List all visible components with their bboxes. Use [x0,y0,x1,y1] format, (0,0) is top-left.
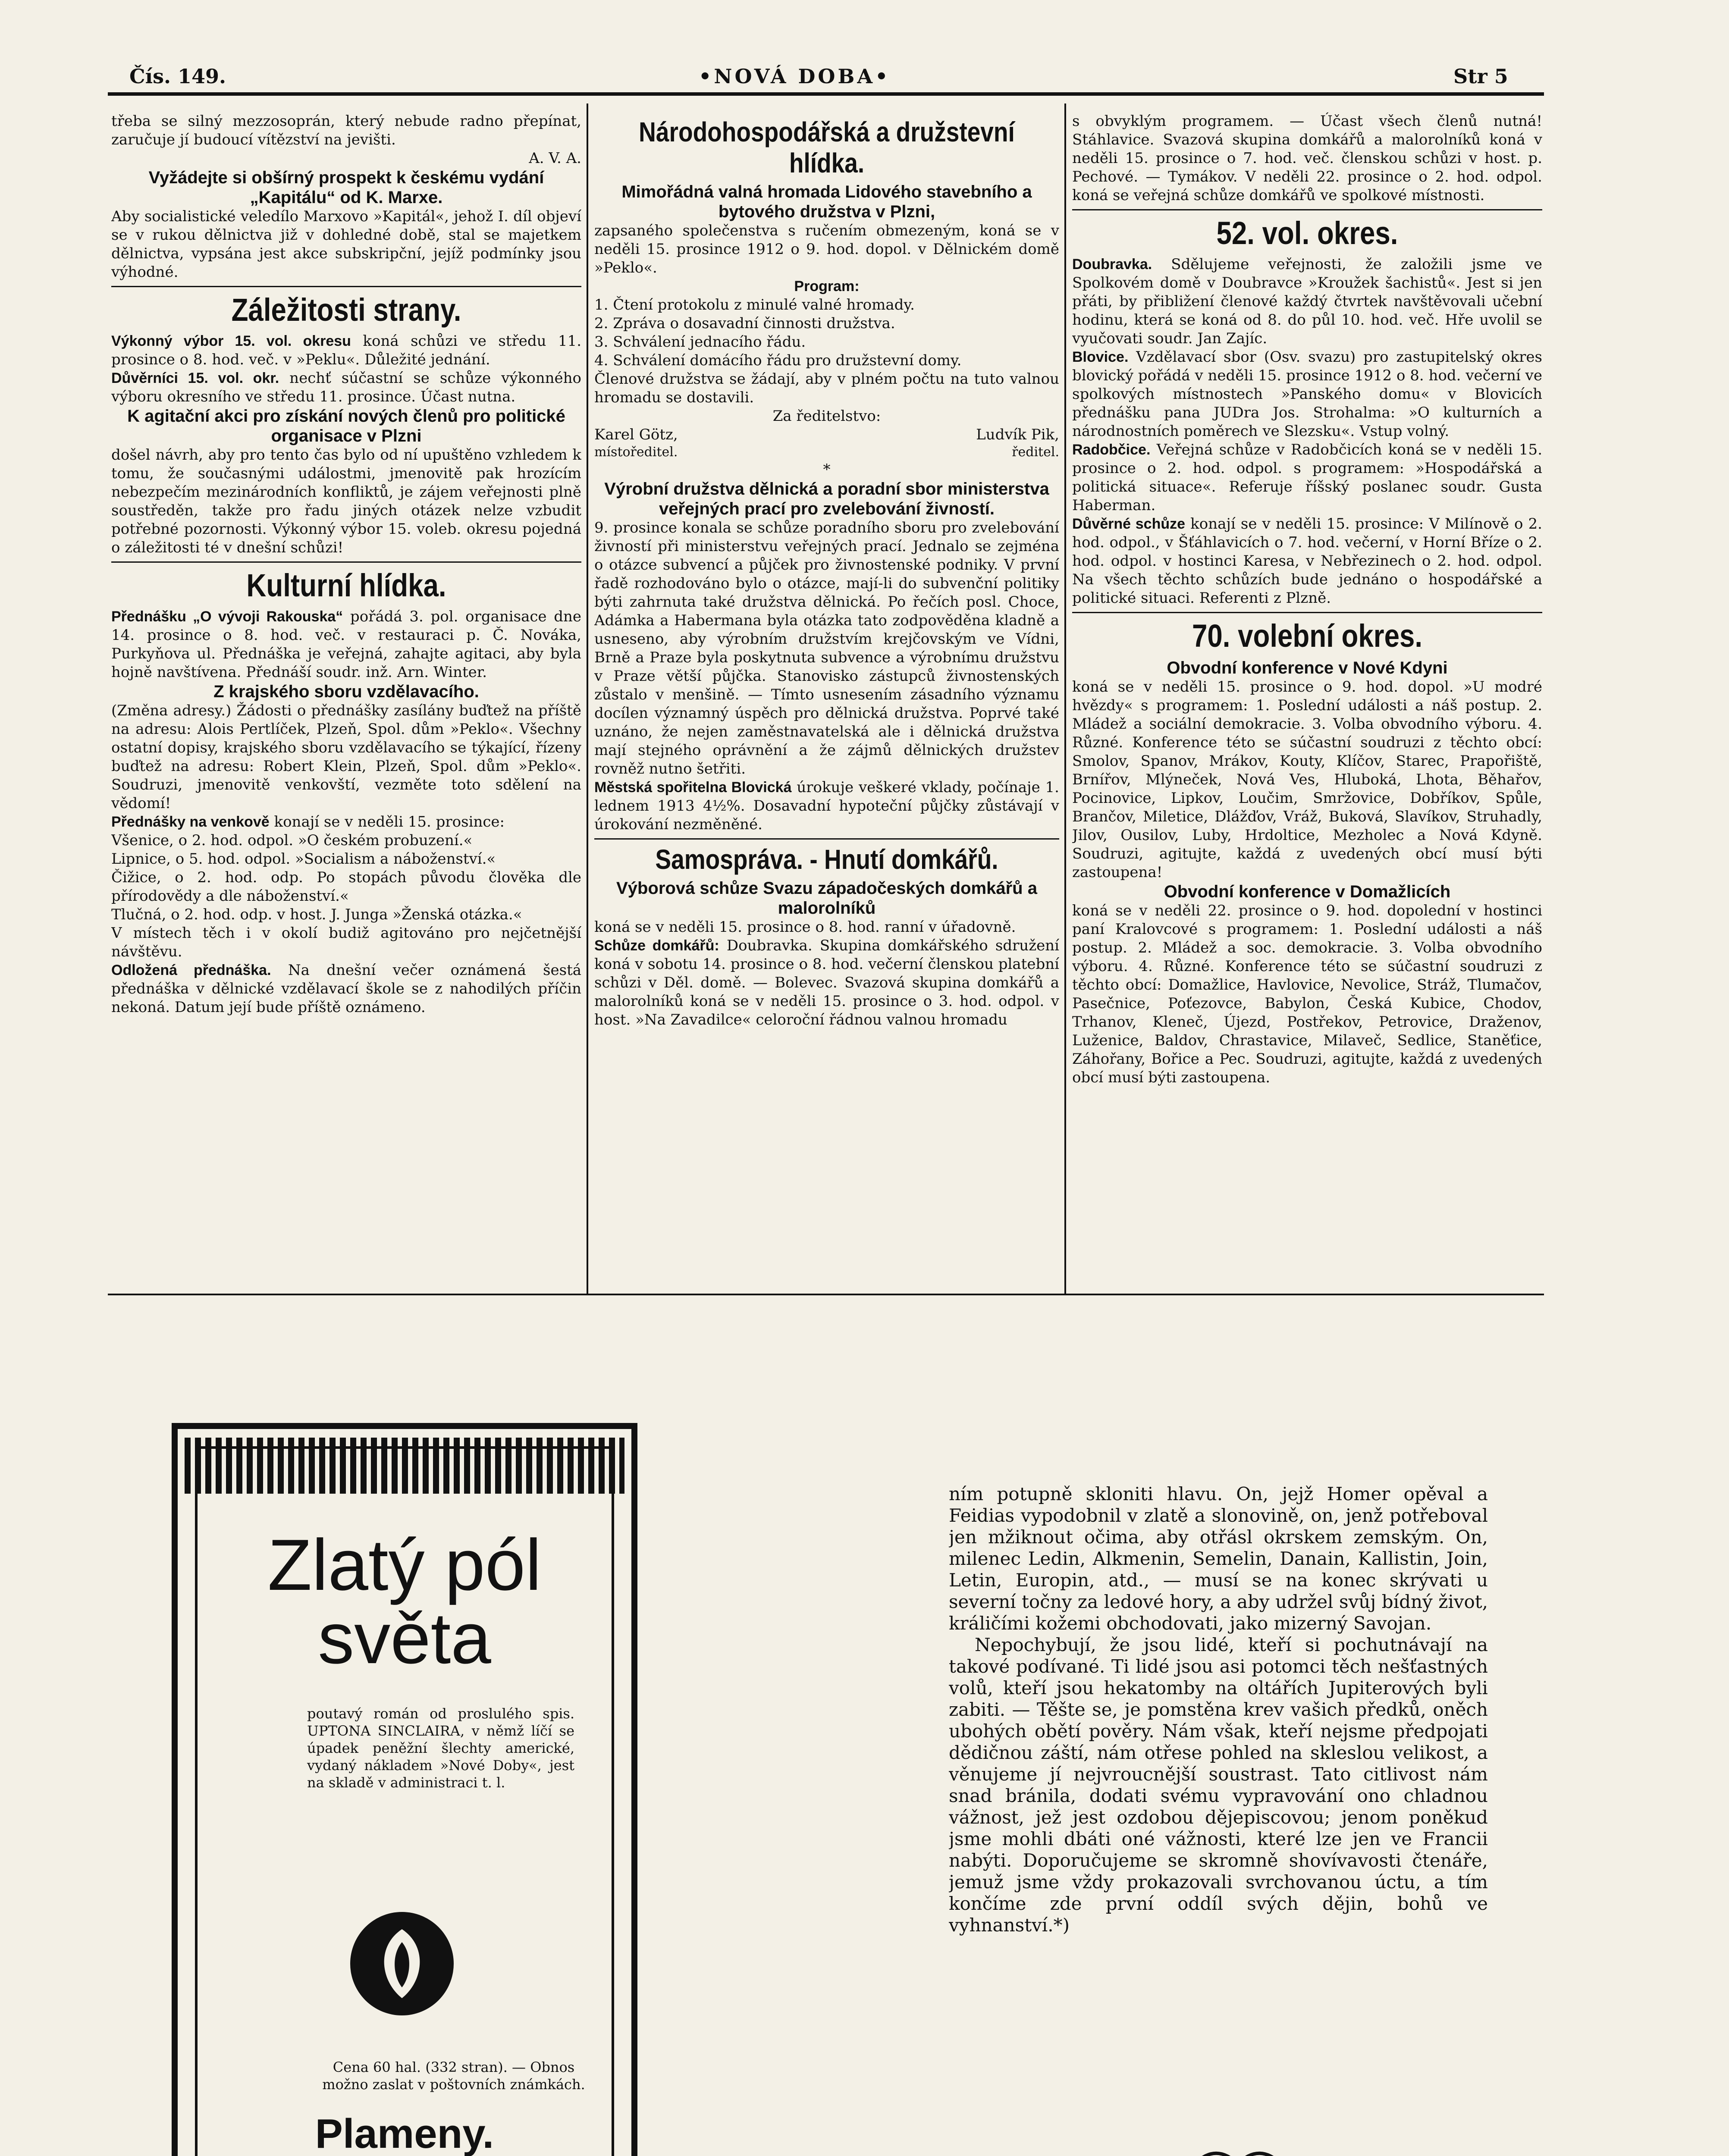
rule [111,286,581,287]
issue-number: Čís. 149. [129,65,226,88]
notice-heading: Obvodní konference v Domažlicích [1164,882,1451,901]
section-economy: Národohospodářská a družstevní hlídka. [639,116,1015,179]
section-self-government: Samospráva. - Hnutí domkářů. [655,844,998,875]
serial-story [949,1483,1488,2130]
notice-heading: Důvěrníci 15. vol. okr. [111,370,279,386]
notice-heading: Radobčice. [1072,442,1151,458]
column-2 [594,112,1059,1294]
column-divider-1 [587,103,588,1294]
notice-text: konají se v neděli 15. prosince: V Milínově o 2. hod. odpol., v Šťáhlavicích o 7. hod. večerní, v Horní Bříze o 2. hod. odpol. v hostinci Karesa, v Nebřezinech o 2. hod. odpol. Na všech těchto schůzích bude jednáno o hospodářské a politické situaci. Referenti z Plzně. [1072,515,1542,607]
notice-text: (Změna adresy.) Žádosti o přednášky zasílány buďtež na příště na adresu: Alois Pertlíček, Plzeň, Spol. dům »Peklo«. Všechny ostatní dopisy, krajského sboru vzdělavacího se týkající, řízeny buďtež na adresu: Robert Klein, Plzeň, Spol. dům »Peklo«. Soudruzi, jmenovitě venkovští, vezměte toto sdělení na vědomí! [111,702,581,812]
column-3 [1072,112,1542,1294]
program-item: 2. Zpráva o dosavadní činnosti družstva. [594,315,895,332]
notice-text: Sdělujeme veřejnosti, že založili jsme ve Spolkovém domě v Doubravce »Kroužek šachistů«. Jest si jen přáti, by přibližení členové každý čtvrtek navštěvovali učební hodinu, která se koná od 8. do půl 10. hod. več. Hře uvolil se vyučovati soudr. Jan Zajíc. [1072,256,1542,347]
separator-star: * [823,461,831,478]
article-end: třeba se silný mezzosoprán, který nebude radno přepínat, zaručuje jí budoucí vítězství na jevišti. [111,113,581,148]
notice-heading: K agitační akci pro získání nových členů pro politické organisace v Plzni [127,407,565,445]
subscription-text: Aby socialistické veledílo Marxovo »Kapitál«, jehož I. díl objeví se v rukou dělnictva již v dohledné době, stal se majetkem dělnictva, vypsána jest akce subskripční, jejíž podmínky jsou výhodné. [111,208,581,281]
ad-price: Cena 60 hal. (332 stran). — Obnos možno zaslat v poštovních známkách. [322,2059,585,2093]
notice-heading: Z krajského sboru vzdělavacího. [213,682,479,701]
notice-heading: Přednášky na venkově [111,814,270,830]
notice-text: koná se v neděli 15. prosince o 8. hod. ranní v úřadovně. [594,918,1016,936]
signatory-role: místoředitel. [594,445,678,460]
notice-text: Veřejná schůze v Radobčicích koná se v neděli 15. prosince o 2. hod. odpol. s programem: »Hospodářská a politická situace«. Referuje říšský poslanec soudr. Gusta Haberman. [1072,441,1542,514]
board-label: Za ředitelstvo: [772,407,881,425]
rule [594,838,1059,840]
rule [1072,209,1542,210]
story-paragraph: Nepochybují, že jsou lidé, kteří si pochutnávají na takové podívané. Ti lidé jsou asi potomci těch nešťastných volů, kteří jsou hekatomby na oltářích Jupiterových byli zabiti. — Těšte se, je pomstěna krev vašich předků, oněch ubohých obětí pověry. Nám však, kteří nejsme předpojati dědičnou záští, nám otřese pohled na skleslou velikost, a věnujeme jí nejvroucnější soustrast. Tato citlivost nám snad bránila, dodati svému vypravování ono chladnou vážnost, jež jest ozdobou dějepiscovou; jenom poněkud jsme mohli dbáti oné vážnosti, které lze jen ve Francii nabýti. Doporučujeme se skromně shovívavosti čtenáře, jemuž jsme vždy prokazovali svrchovanou úctu, a tím končíme zde první oddíl svých dějin, bohů ve vyhnanství.*) [949,1634,1488,1936]
column-1 [111,112,581,1294]
lyre-emblem-icon [350,1912,454,2015]
lecture-item: Všenice, o 2. hod. odpol. »O českém probuzení.« [111,832,473,849]
program-label: Program: [794,278,860,295]
notice-heading: Obvodní konference v Nové Kdyni [1167,658,1448,677]
story-paragraph: ním potupně skloniti hlavu. On, jejž Homer opěval a Feidias vypodobnil v zlatě a slonovině, on, jenž potřeboval jen mžiknout očima, aby otřásl okrskem zemským. On, milenec Ledin, Alkmenin, Semelin, Danain, Kallistin, Join, Letin, Europin, atd., — musí se na konec skrývati u severní točny za ledové hory, a aby udržel svůj bídný život, králičími kožemi obchodovati, jako mizerný Savojan. [949,1483,1488,1634]
notice-text: nechť súčastní se schůze výkonného výboru okresního ve středu 11. prosince. Účast nutna. [111,370,581,405]
ad-second-title: Plameny. [315,2111,494,2156]
notice-text: Na dnešní večer oznámená šestá přednáška v dělnické vzdělavací škole se z nahodilých příčin nekoná. Datum její bude příště oznámeno. [111,962,581,1016]
notice-heading: Odložená přednáška. [111,962,271,978]
notice-heading: Výrobní družstva dělnická a poradní sbor ministerstva veřejných prací pro zvelebování živností. [604,479,1049,518]
notice-text: 9. prosince konala se schůze poradního sboru pro zvelebování živností při ministerstvu veřejných prací. Jednalo se zejména o otázce subvencí a půjček pro živnostenské podniky. V první řadě rozhodováno bylo o otázce, mají-li do subvenční politiky býti zahrnuta také družstva dělnická. Po řečích posl. Choce, Adámka a Habermana byla otázka tato zodpověděna kladně a usneseno, aby výrobním družstvím krejčovským ve Vídni, Brně a Praze byla poskytnuta subvence a výrobnímu družstvu v Praze větší půjčka. Stanovisko zástupců živnostenských zůstalo v menšině. — Tímto usnesením zásadního významu docílen významný úspěch pro dělnická družstva. Poprvé také uznáno, že nejen zaměstnavatelská ale i dělnická družstva mají stejného oprávnění a že zájmů dělnických družstev rovněž nutno šetřiti. [594,519,1059,777]
program-item: 1. Čtení protokolu z minulé valné hromady. [594,296,915,313]
meeting-text: zapsaného společenstva s ručením obmezeným, koná se v neděli 15. prosince 1912 o 9. hod. dopol. v Dělnickém domě »Peklo«. [594,222,1059,276]
notice-heading: Přednášku „O vývoji Rakouska“ [111,608,343,625]
notice-text: Vzdělavací sbor (Osv. svazu) pro zastupitelský okres blovický pořádá v neděli 15. prosince 1912 o 8. hod. večerní ve spolkových místnostech »Panského domu« v Blovicích přednášku pana JUDra Jos. Strohalma: »O kulturních a národnostních poměrech ve Slezsku«. Vstup volný. [1072,348,1542,440]
masthead-title: •NOVÁ DOBA• [699,65,891,88]
notice-heading: Důvěrné schůze [1072,516,1186,532]
header-rule [108,92,1544,96]
signature: A. V. A. [529,150,581,167]
notice-heading: Výkonný výbor 15. vol. okresu [111,333,351,349]
notice-heading: Městská spořitelna Blovická [594,779,792,796]
ad-description: poutavý román od proslulého spis. UPTONA SINCLAIRA, v němž líčí se úpadek peněžní šlechty americké, vydaný nákladem »Nové Doby«, jest na skladě v administraci t. l. [307,1705,574,1791]
notice-heading: Blovice. [1072,349,1129,365]
rule [1072,612,1542,613]
subscription-headline: Vyžádejte si obšírný prospekt k českému vydání „Kapitálu“ od K. Marxe. [148,168,544,207]
section-party-affairs: Záležitosti strany. [231,292,461,328]
notice-text: V místech těch i v okolí budiž agitováno pro nejčetnější návštěvu. [111,924,581,960]
section-district-52: 52. vol. okres. [1216,215,1398,251]
meeting-headline: Mimořádná valná hromada Lidového stavebního a bytového družstva v Plzni, [621,182,1032,221]
program-item: 4. Schválení domácího řádu pro družstevní domy. [594,352,962,369]
notice-text: koná schůzi ve středu 11. prosince o 8. hod. več. v »Peklu«. Důležité jednání. [111,332,581,368]
notice-heading: Schůze domkářů: [594,937,719,954]
meeting-text: Členové družstva se žádají, aby v plném počtu na tuto valnou hromadu se dostavili. [594,370,1059,406]
book-advertisement [172,1423,637,2156]
ad-title: Zlatý pól světa [267,1524,542,1679]
notice-text: konají se v neděli 15. prosince: [274,813,505,830]
notice-text: koná se v neděli 22. prosince o 9. hod. dopolední v hostinci paní Kralovcové s programem: 1. Poslední události a náš postup. 2. Mládež a soc. demokracie. 3. Volba obvodního výboru. 4. Různé. Konference této se súčastní soudruzi z těchto obcí: Domažlice, Havlovice, Nevolice, Stráž, Tlumačov, Pasečnice, Poťezovce, Babylon, Česká Kubice, Chodov, Trhanov, Kleneč, Újezd, Postřekov, Petrovice, Draženov, Luženice, Baldov, Chrastavice, Milaveč, Sedlice, Staněťice, Záhořany, Bořice a Pec. Soudruzi, agitujte, každá z uvedených obcí musí býti zastoupena. [1072,902,1542,1086]
signatory-name: Ludvík Pik, [976,426,1059,443]
column-divider-2 [1064,103,1066,1294]
notice-text: s obvyklým programem. — Účast všech členů nutná! Stáhlavice. Svazová skupina domkářů a malorolníků koná v neděli 15. prosince o 7. hod. več. členskou schůzi v host. p. Pechové. — Tymákov. V neděli 22. prosince o 2. hod. odpol. koná se veřejná schůze domkářů ve spolkové místnosti. [1072,113,1542,204]
signatory-role: ředitel. [1012,445,1059,460]
lecture-item: Tlučná, o 2. hod. odp. v host. J. Junga »Ženská otázka.« [111,906,522,923]
signatory-name: Karel Götz, [594,426,678,443]
notice-text: došel návrh, aby pro tento čas bylo od ní upuštěno vzhledem k tomu, že současnými událostmi, jmenovitě pak hrozícím nebezpečím mezinárodních konfliktů, je zájem veřejnosti plně soustředěn, takže pro řadu jiných otázek nelze vzbudit potřebné pozornosti. Výkonný výbor 15. voleb. okresu pojedná o záležitosti té v dnešní schůzi! [111,446,581,556]
notice-text: koná se v neděli 15. prosince o 9. hod. dopol. »U modré hvězdy« s programem: 1. Poslední události a náš postup. 2. Mládež a sociální demokracie. 3. Volba obvodního výboru. 4. Různé. Konference této se súčastní soudruzi z těchto obcí: Smolov, Spanov, Mrákov, Kouty, Klíčov, Starec, Prapořiště, Brnířov, Mlýneček, Nová Ves, Hluboká, Lhota, Běhařov, Pocinovice, Lipkov, Loučim, Smržovice, Dobříkov, Spůle, Brančov, Miletice, Dlážďov, Vráž, Buková, Slavíkov, Struhadly, Jilov, Ousilov, Luby, Hrdoltice, Mezholec a Nová Kdyně. Soudruzi, agitujte, každá z uvedených obcí musí býti zastoupena! [1072,678,1542,881]
notice-text: pořádá 3. pol. organisace dne 14. prosince o 8. hod. več. v restauraci p. Č. Nováka, Purkyňova ul. Přednáška je veřejná, zahajte agitaci, aby byla hojně navštívena. Přednáší soudr. inž. Arn. Winter. [111,608,581,681]
notice-text: úrokuje veškeré vklady, počínaje 1. lednem 1913 4½%. Dosavadní hypoteční půjčky zůstávají v úrokování nezměněné. [594,779,1059,833]
notice-heading: Doubravka. [1072,256,1152,273]
section-district-70: 70. volební okres. [1192,618,1423,654]
ornament-icon [1190,2150,1285,2156]
rule [111,561,581,563]
page-number: Str 5 [1453,65,1508,88]
notice-text: Doubravka. Skupina domkářského sdružení koná v sobotu 14. prosince o 8. hod. večerní členskou platební schůzi v Děl. domě. — Bolevec. Svazová skupina domkářů a malorolníků koná se v neděli 15. prosince o 3. hod. odpol. v host. »Na Zavadilce« celoroční řádnou valnou hromadu [594,937,1059,1028]
lecture-item: Čižice, o 2. hod. odp. Po stopách původu člověka dle přírodovědy a dle náboženství.« [111,869,581,905]
lecture-item: Lipnice, o 5. hod. odpol. »Socialism a náboženství.« [111,850,496,868]
section-culture: Kulturní hlídka. [246,567,446,603]
program-item: 3. Schválení jednacího řádu. [594,333,806,351]
bottom-columns-rule [108,1294,1544,1295]
notice-heading: Výborová schůze Svazu západočeských domkářů a malorolníků [616,879,1037,918]
